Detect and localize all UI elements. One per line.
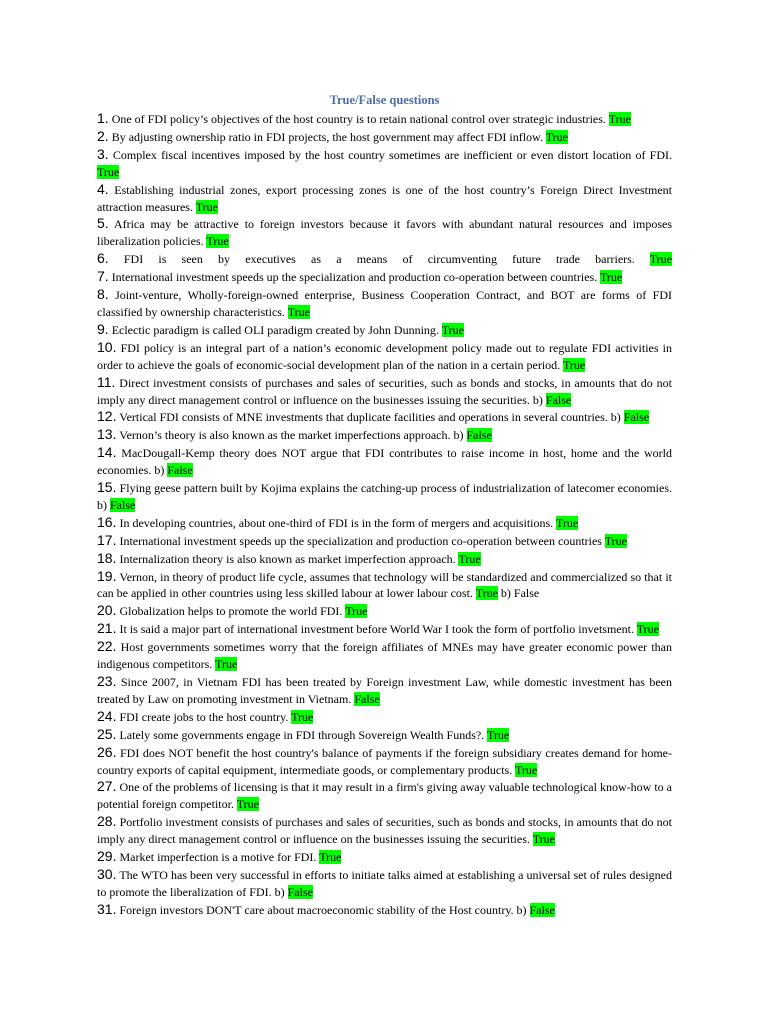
answer-highlight: True xyxy=(555,515,579,530)
question-item xyxy=(97,726,672,744)
question-number: 6. xyxy=(97,250,109,267)
question-text: Flying geese pattern built by Kojima explains the catching-up process of industrialization of latecomer economies. b) xyxy=(97,481,672,512)
answer-highlight: False xyxy=(110,497,136,512)
answer-highlight: True xyxy=(636,622,659,637)
question-number: 25. xyxy=(97,725,117,742)
question-item xyxy=(97,146,672,181)
question-number: 22. xyxy=(97,638,117,655)
question-item xyxy=(97,620,672,638)
question-item xyxy=(97,128,672,146)
question-number: 17. xyxy=(97,531,117,548)
question-item xyxy=(97,744,672,779)
question-text: Vernon’s theory is also known as the market imperfections approach. b) xyxy=(116,428,467,443)
answer-highlight: True xyxy=(649,252,672,267)
question-number: 24. xyxy=(97,707,117,724)
question-text: FDI does NOT benefit the host country's balance of payments if the foreign subsidiary creates demand for home-country exports of capital equipment, intermediate goods, or complementary products. xyxy=(97,745,672,777)
question-number: 5. xyxy=(97,215,109,232)
question-text: Complex fiscal incentives imposed by the host country sometimes are inefficient or even distort location of FDI. xyxy=(108,147,672,162)
question-item xyxy=(97,778,672,813)
answer-alternative: b) False xyxy=(497,586,540,601)
question-item xyxy=(97,550,672,568)
question-text: By adjusting ownership ratio in FDI projects, the host government may affect FDI inflow. xyxy=(108,129,546,144)
question-item xyxy=(97,321,672,339)
question-number: 13. xyxy=(97,426,117,443)
question-number: 27. xyxy=(97,778,117,795)
question-number: 1. xyxy=(97,110,109,126)
question-item xyxy=(97,602,672,620)
question-text: Since 2007, in Vietnam FDI has been treated by Foreign investment Law, while domestic investment has been treated by Law on promoting investment in Vietnam. xyxy=(97,675,672,706)
question-item xyxy=(97,848,672,866)
question-number: 30. xyxy=(97,865,117,882)
question-number: 11. xyxy=(97,373,116,390)
question-text: Joint-venture, Wholly-foreign-owned enterprise, Business Cooperation Contract, and BOT are forms of FDI classified by ownership characteristics. xyxy=(97,288,672,319)
question-item xyxy=(97,426,672,444)
question-item xyxy=(97,638,672,673)
question-text: Globalization helps to promote the world FDI. xyxy=(116,604,346,619)
answer-highlight: True xyxy=(236,797,259,812)
question-text: International investment speeds up the specialization and production co-operation between countries xyxy=(116,533,605,548)
question-number: 4. xyxy=(97,180,109,197)
answer-highlight: True xyxy=(215,657,238,672)
answer-highlight: True xyxy=(441,322,464,337)
question-text: FDI create jobs to the host country. xyxy=(116,709,292,724)
question-item xyxy=(97,286,672,321)
question-text: Africa may be attractive to foreign investors because it favors with abundant natural resources and imposes liberalization policies. xyxy=(97,217,672,249)
question-number: 15. xyxy=(97,479,117,496)
question-text: International investment speeds up the specialization and production co-operation between countries. xyxy=(108,270,600,285)
question-item xyxy=(97,813,672,848)
question-text: Host governments sometimes worry that the foreign affiliates of MNEs may have greater economic power than indigenous competitors. xyxy=(97,640,672,672)
question-list xyxy=(97,110,672,919)
question-text: Portfolio investment consists of purchases and sales of securities, such as bonds and stocks, in amounts that do not imply any direct management control or influence on the businesses issuing the securities. xyxy=(97,815,672,847)
answer-highlight: True xyxy=(608,112,631,126)
question-text: In developing countries, about one-third of FDI is in the form of mergers and acquisitions. xyxy=(116,515,556,530)
question-number: 8. xyxy=(97,286,109,303)
question-item xyxy=(97,408,672,426)
question-text: Internalization theory is also known as market imperfection approach. xyxy=(116,551,459,566)
question-text: Vertical FDI consists of MNE investments that duplicate facilities and operations in several countries. b) xyxy=(116,410,624,425)
question-item xyxy=(97,215,672,250)
question-item xyxy=(97,250,672,268)
answer-highlight: False xyxy=(167,463,193,478)
question-text: Market imperfection is a motive for FDI. xyxy=(116,850,320,865)
question-text: Establishing industrial zones, export processing zones is one of the host country’s Foreign Direct Investment attraction measures. xyxy=(97,182,672,214)
question-item xyxy=(97,110,672,128)
answer-highlight: True xyxy=(287,304,310,319)
answer-highlight: True xyxy=(599,270,623,285)
question-number: 14. xyxy=(97,444,117,461)
question-number: 2. xyxy=(97,127,109,144)
answer-highlight: True xyxy=(487,727,510,742)
question-item xyxy=(97,181,672,216)
question-text: The WTO has been very successful in efforts to initiate talks aimed at establishing a universal set of rules designed to promote the liberalization of FDI. b) xyxy=(97,867,672,899)
question-number: 7. xyxy=(97,268,109,285)
answer-highlight: True xyxy=(291,709,314,724)
answer-highlight: True xyxy=(458,551,481,566)
question-number: 19. xyxy=(97,567,117,584)
answer-highlight: True xyxy=(97,164,120,179)
answer-highlight: False xyxy=(287,884,313,899)
question-item xyxy=(97,374,672,409)
question-number: 12. xyxy=(97,408,117,425)
answer-highlight: False xyxy=(529,902,555,917)
answer-highlight: False xyxy=(466,428,492,443)
answer-highlight: True xyxy=(345,604,368,619)
answer-highlight: True xyxy=(515,762,538,777)
question-text: Foreign investors DON'T care about macroeconomic stability of the Host country. b) xyxy=(116,902,530,917)
question-number: 28. xyxy=(97,813,117,830)
question-number: 29. xyxy=(97,848,117,865)
question-item xyxy=(97,444,672,479)
question-item xyxy=(97,673,672,708)
question-text: It is said a major part of international investment before World War I took the form of portfolio invetsment. xyxy=(116,622,637,637)
question-number: 3. xyxy=(97,145,109,162)
answer-highlight: True xyxy=(195,199,218,214)
question-item xyxy=(97,568,672,603)
question-number: 31. xyxy=(97,900,117,917)
answer-highlight: True xyxy=(319,850,342,865)
question-number: 18. xyxy=(97,549,117,566)
question-number: 10. xyxy=(97,338,117,355)
answer-highlight: True xyxy=(562,357,586,372)
question-item xyxy=(97,479,672,514)
question-item xyxy=(97,339,672,374)
answer-highlight: True xyxy=(604,533,627,548)
question-text: FDI policy is an integral part of a nation’s economic development policy made out to regulate FDI activities in order to achieve the goals of economic-social development plan of the nation in a certain period. xyxy=(97,340,672,372)
question-text: Eclectic paradigm is called OLI paradigm created by John Dunning. xyxy=(108,322,442,337)
question-number: 21. xyxy=(97,620,117,637)
answer-highlight: True xyxy=(532,832,555,847)
question-item xyxy=(97,514,672,532)
question-number: 26. xyxy=(97,743,117,760)
answer-highlight: False xyxy=(354,691,380,706)
answer-highlight: True xyxy=(206,234,229,249)
question-number: 23. xyxy=(97,673,117,689)
answer-highlight: False xyxy=(623,410,650,425)
question-text: Lately some governments engage in FDI through Sovereign Wealth Funds?. xyxy=(116,727,487,742)
answer-highlight: True xyxy=(475,586,498,601)
answer-highlight: False xyxy=(545,392,572,407)
question-item xyxy=(97,708,672,726)
answer-highlight: True xyxy=(545,129,568,144)
page-title: True/False questions xyxy=(329,93,440,107)
question-text: Direct investment consists of purchases and sales of securities, such as bonds and stocks, in amounts that do not imply any direct management control or influence on the businesses issuing the securities. b) xyxy=(97,375,672,407)
question-text: One of the problems of licensing is that it may result in a firm's giving away valuable technological know-how to a potential foreign competitor. xyxy=(97,780,672,812)
question-text: One of FDI policy’s objectives of the host country is to retain national control over strategic industries. xyxy=(108,112,609,126)
question-item xyxy=(97,866,672,901)
question-number: 20. xyxy=(97,602,117,619)
question-item xyxy=(97,532,672,550)
question-item xyxy=(97,901,672,919)
question-number: 9. xyxy=(97,320,109,337)
question-number: 16. xyxy=(97,513,117,530)
question-text: Vernon, in theory of product life cycle, assumes that technology will be standardized and commercialized so that it can be applied in other countries using less skilled labour at lower labour cost. xyxy=(97,569,672,601)
question-item xyxy=(97,268,672,286)
question-text: MacDougall-Kemp theory does NOT argue that FDI contributes to raise income in host, home and the world economies. b) xyxy=(97,446,672,478)
question-text: FDI is seen by executives as a means of circumventing future trade barriers. xyxy=(108,252,650,267)
